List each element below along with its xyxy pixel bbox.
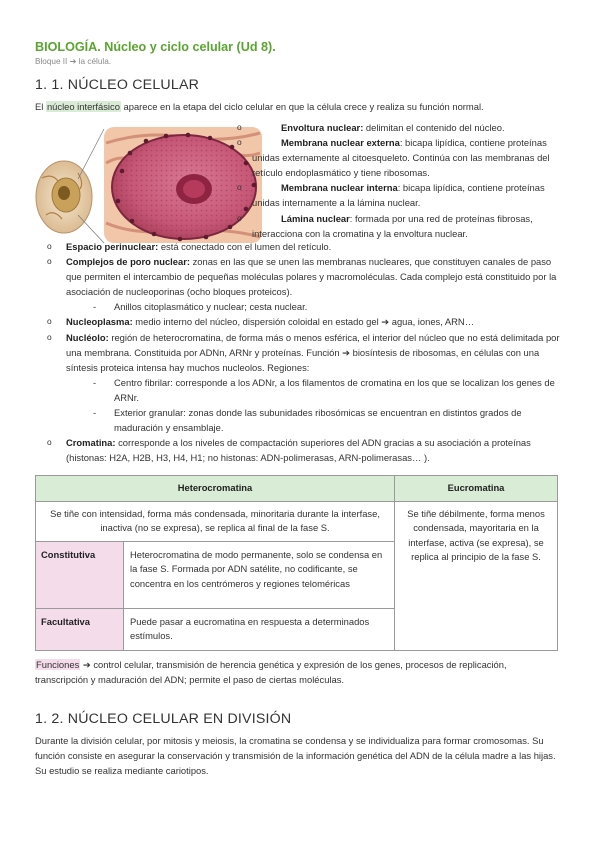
list-item: o Lámina nuclear: formada por una red de proteínas fibrosas, interacciona con la cromatina y la envoltura nuclear. [252,211,558,241]
chromatin-table [35,475,558,651]
eucromatina-description: Se tiñe débilmente, forma menos condensada, mayoritaria en la interfase, activa (se expresa), se replica al principio de la fase S. [395,501,558,650]
sublist-item: - Centro fibrilar: corresponde a los ADNr, a los filamentos de cromatina en los que se localizan los genes de ARNr. [35,375,560,405]
list-item: o Membrana nuclear externa: bicapa lipídica, contiene proteínas unidas externamente al citoesqueleto. Continúa con las membranas del retículo endoplasmático y tiene ribosomas. [252,135,558,180]
sublist-item: - Exterior granular: zonas donde las subunidades ribosómicas se encuentran en distintos grados de maduración y ensamblaje. [35,405,560,435]
nucleus-illustration [34,123,264,245]
nucleus-illustration-icon [34,123,264,245]
funciones-paragraph: Funciones ➔ control celular, transmisión de herencia genética y expresión de los genes, procesos de replicación, transcripción y maduración del ADN; permite el paso de ciertas moléculas. [35,659,507,686]
intro-paragraph: El núcleo interfásico aparece en la etapa del ciclo celular en que la célula crece y realiza su función normal. [35,101,484,112]
list-item-espacio-perinuclear: o Espacio perinuclear: está conectado con el lumen del retículo. [35,239,560,254]
division-paragraph: Durante la división celular, por mitosis y meiosis, la cromatina se condensa y se individualiza para formar cromosomas. Su función consiste en asegurar la conservación y transmisión de la información genética del ADN de la célula madre a las hijas. Su estudio se realiza mediante cariotipos. [35,735,556,777]
list-item-complejos-poro: o Complejos de poro nuclear: zonas en las que se unen las membranas nucleares, que constituyen canales de paso que permiten el intercambio de pequeñas moléculas polares y macromoléculas. Cada complejo está constituido por la asociación de nucleoporinas (ocho bloques proteicos). [35,254,560,299]
highlight-funciones: Funciones [36,659,80,670]
section-heading-nucleo-celular: 1. 1. NÚCLEO CELULAR [35,77,200,93]
envoltura-list [252,120,558,241]
table-row [36,501,558,541]
list-item-nucleolo: o Nucléolo: región de heterocromatina, de forma más o menos esférica, el interior del núcleo que no está delimitada por una membrana. Constituida por ADNn, ARNr y proteínas. Función ➔ biosíntesis de ribosomas, en células con una síntesis proteica intensa hay muchos nucleolos. Regiones: [35,330,560,375]
table-header-eucromatina: Eucromatina [395,476,558,502]
row-text-constitutiva: Heterocromatina de modo permanente, solo se condensa en la fase S. Formada por ADN satélite, no codificante, se concentra en los centrómeros y regiones teloméricas [124,541,395,608]
list-item-nucleoplasma: o Nucleoplasma: medio interno del núcleo, dispersión coloidal en estado gel ➔ agua, iones, ARN… [35,314,560,329]
list-item-cromatina: o Cromatina: corresponde a los niveles de compactación superiores del ADN gracias a su asociación a proteínas (histonas: H2A, H2B, H3, H4, H1; no histonas: ADN-polimerasas, ARN-polimerasas… ). [35,435,560,465]
list-item: o Envoltura nuclear: delimitan el contenido del núcleo. [252,120,558,135]
highlight-nucleo-interfasico: núcleo interfásico [46,101,120,112]
section-heading-nucleo-division: 1. 2. NÚCLEO CELULAR EN DIVISIÓN [35,711,292,727]
sublist-item: - Anillos citoplasmático y nuclear; cesta nuclear. [35,299,560,314]
table-header-row [36,476,558,502]
page-title: BIOLOGÍA. Núcleo y ciclo celular (Ud 8). [35,40,276,54]
page-subtitle: Bloque II ➔ la célula. [35,57,112,66]
table-header-heterocromatina: Heterocromatina [36,476,395,502]
row-label-facultativa: Facultativa [36,608,124,650]
row-text-facultativa: Puede pasar a eucromatina en respuesta a determinados estímulos. [124,608,395,650]
row-label-constitutiva: Constitutiva [36,541,124,608]
nucleo-components-list [35,239,560,465]
list-item: o Membrana nuclear interna: bicapa lipídica, contiene proteínas unidas internamente a la lámina nuclear. [252,180,558,210]
heterocromatina-description: Se tiñe con intensidad, forma más condensada, minoritaria durante la interfase, inactiva (no se expresa), se replica al final de la fase S. [36,501,395,541]
